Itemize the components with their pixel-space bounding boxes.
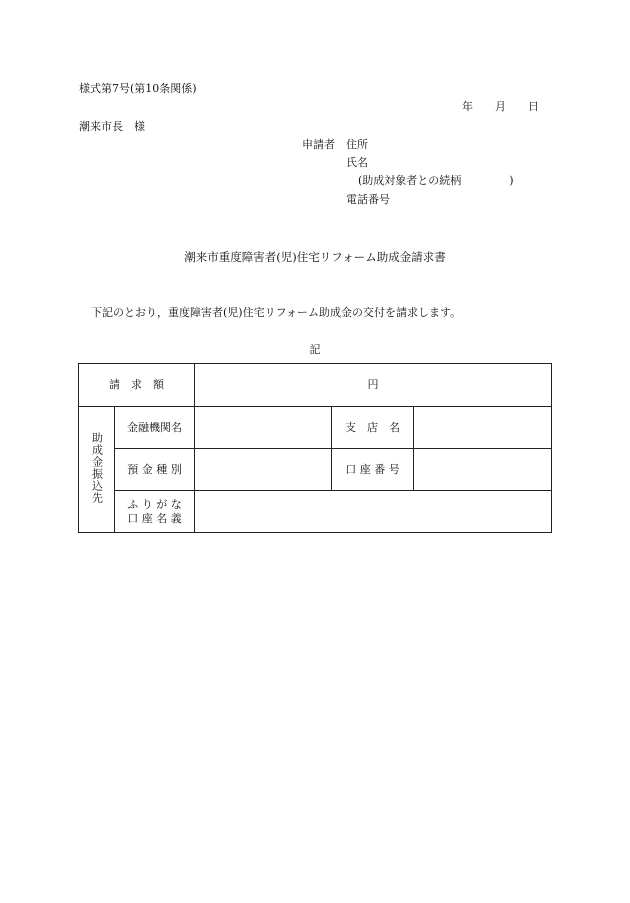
request-amount-label: 請 求 額	[79, 364, 195, 407]
account-number-field[interactable]	[414, 449, 552, 491]
address-label: 住所	[346, 138, 368, 151]
phone-label: 電話番号	[346, 193, 390, 206]
account-holder-row	[79, 491, 552, 533]
relation-label: (助成対象者との続柄	[358, 174, 462, 187]
date-month-label: 月	[495, 100, 506, 113]
furigana-label: ふ り が な	[127, 497, 182, 511]
transfer-destination-cell	[79, 407, 115, 533]
form-number: 様式第7号(第10条関係)	[79, 82, 197, 95]
relation-close: )	[509, 174, 514, 187]
relation-line	[358, 174, 514, 188]
bank-name-label: 金融機関名	[115, 407, 195, 449]
bank-row	[79, 407, 552, 449]
deposit-type-field[interactable]	[195, 449, 332, 491]
deposit-row	[79, 449, 552, 491]
document-title: 潮来市重度障害者(児)住宅リフォーム助成金請求書	[184, 250, 446, 264]
date-year-label: 年	[462, 100, 473, 113]
request-amount-field[interactable]	[195, 364, 552, 407]
deposit-type-label: 預 金 種 別	[115, 449, 195, 491]
account-holder-field[interactable]	[195, 491, 552, 533]
date-day-label: 日	[528, 100, 539, 113]
ki-heading: 記	[309, 343, 321, 356]
bank-name-field[interactable]	[195, 407, 332, 449]
account-holder-label: 口 座 名 義	[127, 511, 182, 525]
date-line	[462, 100, 539, 114]
request-form-table	[78, 363, 552, 533]
name-label: 氏名	[346, 156, 368, 169]
branch-name-field[interactable]	[414, 407, 552, 449]
transfer-destination-label: 助成金振込先	[90, 431, 104, 504]
branch-name-label: 支 店 名	[332, 407, 414, 449]
applicant-label: 申請者	[302, 138, 335, 151]
yen-unit: 円	[367, 378, 379, 391]
account-holder-label-cell	[115, 491, 195, 533]
request-amount-row	[79, 364, 552, 407]
request-statement: 下記のとおり，重度障害者(児)住宅リフォーム助成金の交付を請求します。	[91, 306, 462, 319]
account-number-label: 口 座 番 号	[332, 449, 414, 491]
addressee: 潮来市長 様	[79, 120, 145, 133]
